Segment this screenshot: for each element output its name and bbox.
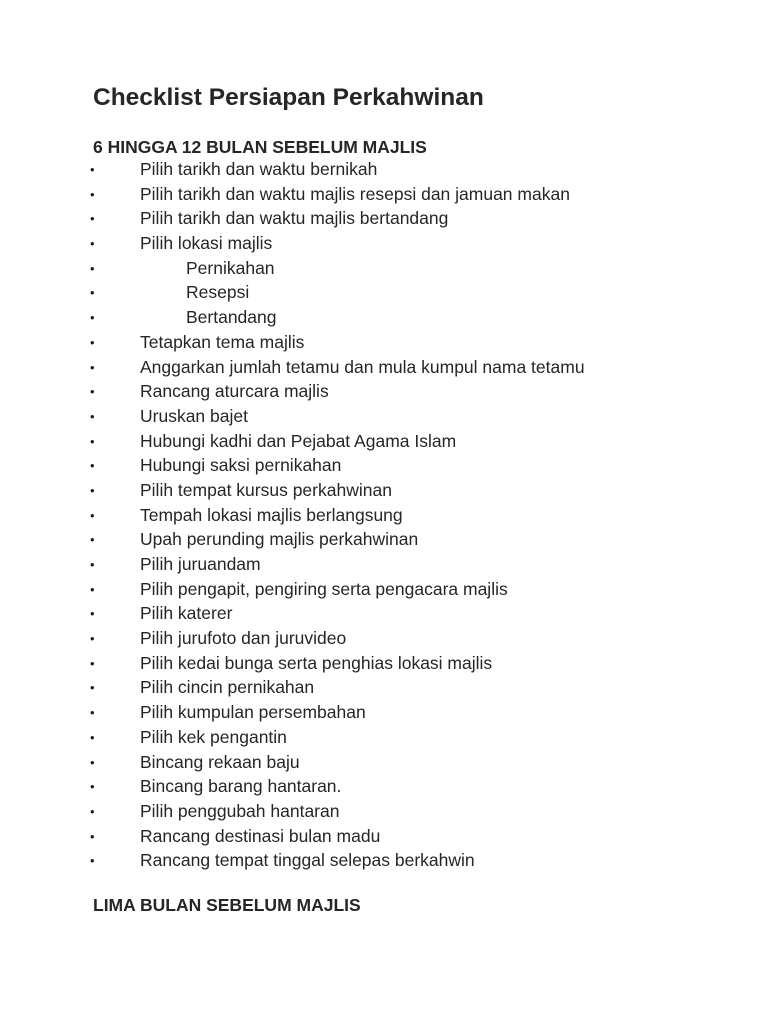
- bullet-icon: •: [90, 729, 95, 745]
- document-title: Checklist Persiapan Perkahwinan: [93, 84, 484, 111]
- bullet-icon: •: [90, 236, 95, 252]
- bullet-icon: •: [90, 310, 95, 326]
- bullet-icon: •: [90, 384, 95, 400]
- bullet-icon: •: [90, 705, 95, 721]
- bullet-icon: •: [90, 606, 95, 622]
- checklist-item-text: Pilih tarikh dan waktu majlis resepsi dan jamuan makan: [140, 183, 570, 204]
- checklist-item-text: Tempah lokasi majlis berlangsung: [140, 504, 403, 525]
- bullet-icon: •: [90, 655, 95, 671]
- checklist-item-text: Resepsi: [186, 282, 250, 303]
- checklist-item-text: Rancang tempat tinggal selepas berkahwin: [140, 850, 475, 871]
- checklist-item-text: Pernikahan: [186, 257, 275, 278]
- checklist-item-text: Bincang barang hantaran.: [140, 776, 342, 797]
- bullet-icon: •: [90, 334, 95, 350]
- bullet-icon: •: [90, 285, 95, 301]
- checklist-item-text: Pilih jurufoto dan juruvideo: [140, 628, 347, 649]
- bullet-icon: •: [90, 458, 95, 474]
- checklist-item-text: Hubungi saksi pernikahan: [140, 455, 342, 476]
- bullet-icon: •: [90, 211, 95, 227]
- checklist-item-text: Pilih cincin pernikahan: [140, 677, 315, 698]
- checklist-item-text: Pilih katerer: [140, 603, 233, 624]
- bullet-icon: •: [90, 803, 95, 819]
- bullet-icon: •: [90, 186, 95, 202]
- section-heading: 6 HINGGA 12 BULAN SEBELUM MAJLIS: [93, 137, 427, 157]
- bullet-icon: •: [90, 433, 95, 449]
- bullet-icon: •: [90, 408, 95, 424]
- bullet-icon: •: [90, 507, 95, 523]
- bullet-icon: •: [90, 557, 95, 572]
- checklist-item-text: Hubungi kadhi dan Pejabat Agama Islam: [140, 430, 457, 451]
- checklist-item-text: Pilih pengapit, pengiring serta pengacara majlis: [140, 578, 508, 599]
- checklist-item-text: Rancang destinasi bulan madu: [140, 825, 381, 846]
- bullet-icon: •: [90, 853, 95, 869]
- bullet-icon: •: [90, 532, 95, 548]
- bullet-icon: •: [90, 482, 95, 498]
- checklist-item-text: Rancang aturcara majlis: [140, 381, 329, 402]
- bullet-icon: •: [90, 754, 95, 770]
- checklist-item-text: Bertandang: [186, 307, 277, 328]
- checklist-item-text: Pilih penggubah hantaran: [140, 800, 340, 821]
- bullet-icon: •: [90, 631, 95, 647]
- checklist-item-text: Pilih tarikh dan waktu bernikah: [140, 159, 378, 179]
- bullet-icon: •: [90, 581, 95, 597]
- checklist-item-text: Anggarkan jumlah tetamu dan mula kumpul nama tetamu: [140, 356, 585, 377]
- bullet-icon: •: [90, 260, 95, 276]
- checklist-item-text: Upah perunding majlis perkahwinan: [140, 529, 419, 550]
- checklist-item-text: Uruskan bajet: [140, 405, 248, 426]
- checklist-item-text: Bincang rekaan baju: [140, 751, 300, 772]
- checklist-item-text: Pilih juruandam: [140, 554, 261, 574]
- bullet-icon: •: [90, 779, 95, 795]
- checklist-item-text: Pilih kedai bunga serta penghias lokasi majlis: [140, 652, 493, 673]
- bullet-icon: •: [90, 162, 95, 177]
- bullet-icon: •: [90, 359, 95, 375]
- checklist-item-text: Tetapkan tema majlis: [140, 331, 305, 352]
- checklist-item-text: Pilih tarikh dan waktu majlis bertandang: [140, 208, 449, 229]
- checklist-item-text: Pilih kek pengantin: [140, 726, 287, 747]
- section-heading: LIMA BULAN SEBELUM MAJLIS: [93, 895, 361, 915]
- bullet-icon: •: [90, 680, 95, 696]
- checklist-item-text: Pilih tempat kursus perkahwinan: [140, 479, 392, 500]
- checklist-item-text: Pilih kumpulan persembahan: [140, 702, 366, 723]
- checklist-item-text: Pilih lokasi majlis: [140, 233, 273, 254]
- bullet-icon: •: [90, 828, 95, 844]
